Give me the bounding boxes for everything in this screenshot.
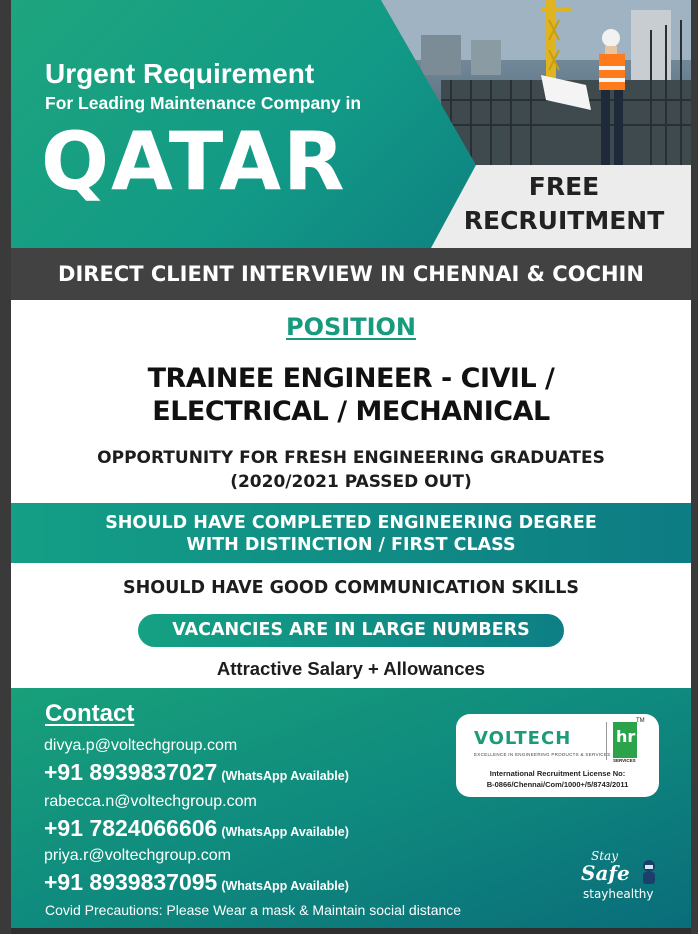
job-title-line-2: ELECTRICAL / MECHANICAL (152, 396, 550, 427)
covid-precautions: Covid Precautions: Please Wear a mask & Maintain social distance (45, 902, 462, 918)
safe-text: Safe (581, 861, 630, 885)
opportunity-line-2: (2020/2021 PASSED OUT) (230, 472, 472, 492)
degree-requirement-band (11, 503, 691, 563)
whatsapp-note-1: (WhatsApp Available) (221, 769, 349, 783)
opportunity-line-1: OPPORTUNITY FOR FRESH ENGINEERING GRADUATES (97, 448, 605, 468)
communication-requirement: SHOULD HAVE GOOD COMMUNICATION SKILLS (122, 578, 580, 598)
trademark: TM (636, 718, 645, 724)
hr-mark-text: hr (616, 727, 636, 746)
job-title-line-1: TRAINEE ENGINEER - CIVIL / (147, 363, 555, 394)
phone-number-3[interactable]: +91 8939837095 (44, 869, 218, 895)
contact-email-2[interactable]: rabecca.n@voltechgroup.com (44, 793, 257, 810)
hr-services-text: SERVICES (613, 758, 636, 763)
degree-line-1: SHOULD HAVE COMPLETED ENGINEERING DEGREE (105, 513, 597, 533)
whatsapp-note-3: (WhatsApp Available) (221, 879, 349, 893)
salary-text: Attractive Salary + Allowances (216, 658, 486, 679)
contact-email-1[interactable]: divya.p@voltechgroup.com (44, 737, 238, 754)
contact-phone-1[interactable] (44, 759, 349, 786)
hr-icon (613, 722, 637, 758)
whatsapp-note-2: (WhatsApp Available) (221, 825, 349, 839)
stay-safe-icon (569, 846, 669, 906)
voltech-tagline: EXCELLENCE IN ENGINEERING PRODUCTS & SERVICES (474, 752, 611, 757)
position-heading: POSITION (286, 313, 416, 341)
phone-number-2[interactable]: +91 7824066606 (44, 815, 218, 841)
stay-text: Stay (591, 849, 618, 863)
construction-photo (381, 0, 691, 165)
headline-country: QATAR (41, 115, 347, 208)
contact-phone-2[interactable] (44, 815, 349, 842)
contact-phone-3[interactable] (44, 869, 349, 896)
bottom-strip (11, 928, 691, 934)
free-line-1: FREE (528, 172, 600, 201)
headline-urgent: Urgent Requirement (45, 58, 315, 89)
license-number: B-0866/Chennai/Com/1000+/5/8743/2011 (486, 780, 629, 789)
voltech-logo-card (456, 714, 659, 797)
headline-subtitle: For Leading Maintenance Company in (45, 93, 362, 113)
degree-line-2: WITH DISTINCTION / FIRST CLASS (186, 535, 516, 555)
contact-section (11, 688, 691, 928)
opportunity-text (11, 446, 691, 494)
contact-heading: Contact (45, 700, 135, 727)
recruitment-poster (11, 0, 691, 934)
stay-safe-logo (569, 846, 669, 906)
hr-services-logo (606, 722, 639, 763)
stay-healthy-text: stayhealthy (583, 887, 654, 901)
interview-banner: DIRECT CLIENT INTERVIEW IN CHENNAI & COCHIN (11, 248, 691, 300)
free-recruitment-label (449, 170, 679, 238)
free-line-2: RECRUITMENT (463, 206, 665, 235)
voltech-logo: VOLTECH (474, 728, 572, 749)
license-label: International Recruitment License No: (489, 769, 626, 778)
phone-number-1[interactable]: +91 8939837027 (44, 759, 218, 785)
vacancies-pill: VACANCIES ARE IN LARGE NUMBERS (138, 614, 564, 647)
contact-email-3[interactable]: priya.r@voltechgroup.com (44, 847, 231, 864)
construction-scene-icon (381, 0, 691, 165)
job-title (11, 362, 691, 428)
